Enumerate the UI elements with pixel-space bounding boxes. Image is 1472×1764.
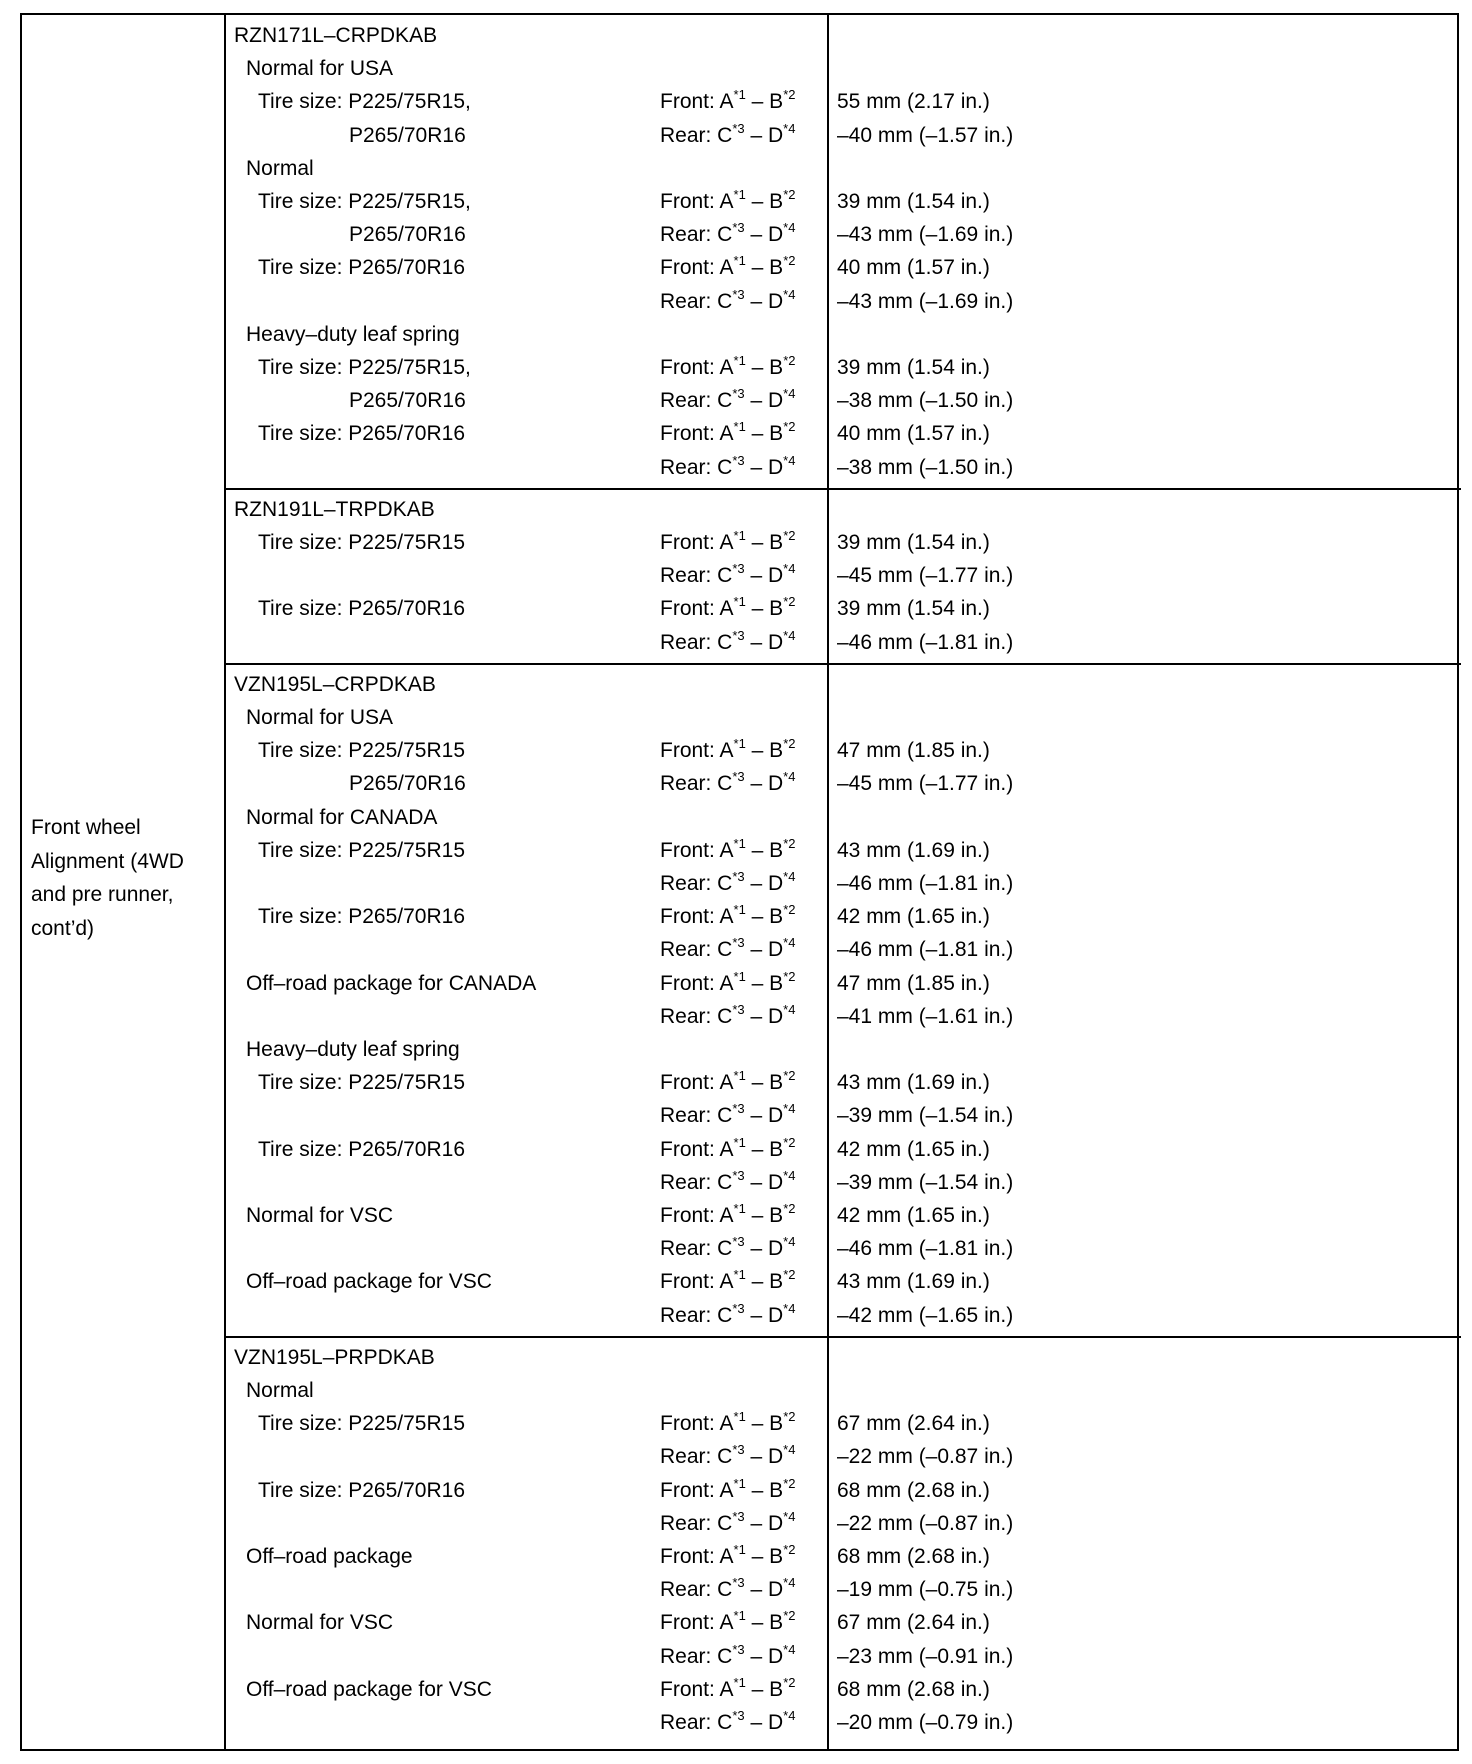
front-measure-label: Front: $A^{*1} - B^{*2}$ (660, 1134, 796, 1161)
spec-line (0, 286, 1472, 319)
spec-value: 68 mm (2.68 in.) (837, 1478, 990, 1502)
spec-value: –43 mm (–1.69 in.) (837, 289, 1014, 313)
spec-line (0, 385, 1472, 418)
rear-measure-label: Rear: $C^{*3} - D^{*4}$ (660, 1234, 796, 1261)
model-code: VZN195L–CRPDKAB (234, 672, 436, 696)
spec-line (0, 627, 1472, 660)
rear-measure-label: Rear: $C^{*3} - D^{*4}$ (660, 1300, 796, 1327)
tire-size-label: P265/70R16 (349, 223, 466, 247)
spec-line (0, 968, 1472, 1001)
rear-measure-label: Rear: $C^{*3} - D^{*4}$ (660, 1641, 796, 1668)
spec-line (0, 352, 1472, 385)
spec-line (0, 1300, 1472, 1333)
tire-size-label: Tire size: P225/75R15, (258, 190, 471, 213)
rear-measure-label: Rear: $C^{*3} - D^{*4}$ (660, 561, 796, 588)
tire-size-label: Tire size: P225/75R15, (258, 356, 471, 379)
condition-label: Off–road package for VSC (246, 1270, 492, 1294)
spec-line (0, 593, 1472, 626)
spec-line (0, 560, 1472, 593)
condition-label: Normal for VSC (246, 1204, 394, 1227)
tire-size-label: Tire size: P225/75R15, (258, 90, 471, 114)
spec-value: –40 mm (–1.57 in.) (837, 123, 1014, 147)
spec-line (0, 669, 1472, 702)
condition-label: Normal (246, 1379, 314, 1402)
rear-measure-label: Rear: $C^{*3} - D^{*4}$ (660, 1508, 796, 1535)
spec-line (0, 1233, 1472, 1266)
spec-value: –22 mm (–0.87 in.) (837, 1511, 1014, 1535)
spec-value: –39 mm (–1.54 in.) (837, 1170, 1014, 1194)
spec-line (0, 153, 1472, 186)
front-measure-label: Front: $A^{*1} - B^{*2}$ (660, 1608, 796, 1635)
section-divider (226, 1336, 1461, 1338)
spec-line (0, 1707, 1472, 1740)
rear-measure-label: Rear: $C^{*3} - D^{*4}$ (660, 935, 796, 962)
front-measure-label: Front: $A^{*1} - B^{*2}$ (660, 1267, 796, 1294)
condition-label: Normal for USA (246, 706, 394, 729)
spec-value: –43 mm (–1.69 in.) (837, 223, 1014, 247)
spec-line (0, 120, 1472, 153)
spec-line (0, 868, 1472, 901)
rear-measure-label: Rear: $C^{*3} - D^{*4}$ (660, 452, 796, 479)
spec-line (0, 1375, 1472, 1408)
spec-line (0, 901, 1472, 934)
spec-value: 47 mm (1.85 in.) (837, 739, 990, 763)
rear-measure-label: Rear: $C^{*3} - D^{*4}$ (660, 1708, 796, 1734)
spec-line (0, 1134, 1472, 1167)
spec-line (0, 418, 1472, 451)
spec-line (0, 20, 1472, 53)
spec-value: 43 mm (1.69 in.) (837, 838, 990, 862)
spec-value: 40 mm (1.57 in.) (837, 256, 990, 280)
spec-value: 40 mm (1.57 in.) (837, 422, 990, 446)
spec-line (0, 1342, 1472, 1375)
spec-value: –46 mm (–1.81 in.) (837, 872, 1014, 895)
front-measure-label: Front: $A^{*1} - B^{*2}$ (660, 1068, 796, 1095)
spec-value: 42 mm (1.65 in.) (837, 1204, 990, 1227)
spec-line (0, 219, 1472, 252)
spec-value: 67 mm (2.64 in.) (837, 1412, 990, 1436)
spec-value: –46 mm (–1.81 in.) (837, 1237, 1014, 1261)
model-code: VZN195L–PRPDKAB (234, 1345, 435, 1369)
tire-size-label: P265/70R16 (349, 389, 466, 413)
rear-measure-label: Rear: $C^{*3} - D^{*4}$ (660, 1575, 796, 1602)
spec-line (0, 802, 1472, 835)
condition-label: Off–road package (246, 1545, 413, 1568)
spec-value: –45 mm (–1.77 in.) (837, 772, 1014, 796)
spec-line (0, 1200, 1472, 1233)
condition-label: Normal for CANADA (246, 805, 438, 829)
spec-value: –42 mm (–1.65 in.) (837, 1303, 1014, 1327)
spec-line (0, 1541, 1472, 1574)
tire-size-label: Tire size: P265/70R16 (258, 1478, 465, 1502)
spec-line (0, 1674, 1472, 1707)
tire-size-label: Tire size: P225/75R15 (258, 739, 465, 763)
front-measure-label: Front: $A^{*1} - B^{*2}$ (660, 1542, 796, 1568)
condition-label: Normal (246, 156, 314, 180)
rear-measure-label: Rear: $C^{*3} - D^{*4}$ (660, 869, 796, 895)
condition-label: Heavy–duty leaf spring (246, 322, 460, 346)
spec-line (0, 1508, 1472, 1541)
front-measure-label: Front: $A^{*1} - B^{*2}$ (660, 835, 796, 862)
spec-value: 39 mm (1.54 in.) (837, 597, 990, 621)
spec-value: –19 mm (–0.75 in.) (837, 1578, 1014, 1602)
spec-line (0, 1001, 1472, 1034)
front-measure-label: Front: $A^{*1} - B^{*2}$ (660, 528, 796, 554)
spec-value: –41 mm (–1.61 in.) (837, 1004, 1014, 1028)
spec-line (0, 835, 1472, 868)
spec-value: 39 mm (1.54 in.) (837, 531, 990, 554)
model-code: RZN191L–TRPDKAB (234, 497, 435, 521)
spec-line (0, 1475, 1472, 1508)
tire-size-label: P265/70R16 (349, 123, 466, 147)
spec-line (0, 1408, 1472, 1441)
spec-line (0, 1441, 1472, 1474)
front-measure-label: Front: $A^{*1} - B^{*2}$ (660, 594, 796, 621)
front-measure-label: Front: $A^{*1} - B^{*2}$ (660, 736, 796, 763)
spec-line (0, 186, 1472, 219)
spec-line (0, 53, 1472, 86)
spec-value: –46 mm (–1.81 in.) (837, 938, 1014, 962)
front-measure-label: Front: $A^{*1} - B^{*2}$ (660, 353, 796, 379)
spec-line (0, 1641, 1472, 1674)
spec-line (0, 86, 1472, 119)
spec-line (0, 494, 1472, 527)
tire-size-label: Tire size: P225/75R15 (258, 1071, 465, 1095)
section-divider (226, 663, 1461, 665)
rear-measure-label: Rear: $C^{*3} - D^{*4}$ (660, 286, 796, 313)
tire-size-label: Tire size: P225/75R15 (258, 838, 465, 862)
row-label: Front wheel Alignment (4WD and pre runner, cont’d) (31, 816, 184, 940)
tire-size-label: Tire size: P265/70R16 (258, 905, 465, 929)
front-measure-label: Front: $A^{*1} - B^{*2}$ (660, 902, 796, 929)
model-code: RZN171L–CRPDKAB (234, 24, 438, 47)
rear-measure-label: Rear: $C^{*3} - D^{*4}$ (660, 627, 796, 654)
spec-value: –39 mm (–1.54 in.) (837, 1104, 1014, 1128)
spec-value: 55 mm (2.17 in.) (837, 90, 990, 114)
rear-measure-label: Rear: $C^{*3} - D^{*4}$ (660, 1001, 796, 1028)
spec-line (0, 252, 1472, 285)
spec-value: 39 mm (1.54 in.) (837, 356, 990, 379)
spec-value: –38 mm (–1.50 in.) (837, 389, 1014, 413)
spec-line (0, 1100, 1472, 1133)
rear-measure-label: Rear: $C^{*3} - D^{*4}$ (660, 120, 796, 147)
tire-size-label: Tire size: P225/75R15 (258, 1412, 465, 1436)
condition-label: Normal for USA (246, 57, 394, 81)
spec-line (0, 1067, 1472, 1100)
spec-value: –22 mm (–0.87 in.) (837, 1445, 1014, 1469)
tire-size-label: P265/70R16 (349, 772, 466, 796)
spec-value: –45 mm (–1.77 in.) (837, 564, 1014, 588)
spec-value: –46 mm (–1.81 in.) (837, 630, 1014, 654)
spec-line (0, 768, 1472, 801)
spec-value: 68 mm (2.68 in.) (837, 1545, 990, 1568)
condition-label: Heavy–duty leaf spring (246, 1038, 460, 1061)
spec-line (0, 934, 1472, 967)
rear-measure-label: Rear: $C^{*3} - D^{*4}$ (660, 386, 796, 413)
front-measure-label: Front: $A^{*1} - B^{*2}$ (660, 1201, 796, 1227)
tire-size-label: Tire size: P265/70R16 (258, 597, 465, 621)
rear-measure-label: Rear: $C^{*3} - D^{*4}$ (660, 1101, 796, 1128)
spec-line (0, 735, 1472, 768)
spec-value: 42 mm (1.65 in.) (837, 1137, 990, 1161)
front-measure-label: Front: $A^{*1} - B^{*2}$ (660, 187, 796, 213)
front-measure-label: Front: $A^{*1} - B^{*2}$ (660, 1674, 796, 1701)
tire-size-label: Tire size: P265/70R16 (258, 1137, 465, 1161)
spec-value: 39 mm (1.54 in.) (837, 190, 990, 213)
spec-line (0, 1266, 1472, 1299)
condition-label: Off–road package for CANADA (246, 971, 537, 995)
front-measure-label: Front: $A^{*1} - B^{*2}$ (660, 1409, 796, 1436)
tire-size-label: Tire size: P265/70R16 (258, 422, 465, 446)
rear-measure-label: Rear: $C^{*3} - D^{*4}$ (660, 220, 796, 247)
rear-measure-label: Rear: $C^{*3} - D^{*4}$ (660, 1167, 796, 1194)
rear-measure-label: Rear: $C^{*3} - D^{*4}$ (660, 1442, 796, 1469)
spec-line (0, 1034, 1472, 1067)
tire-size-label: Tire size: P265/70R16 (258, 256, 465, 280)
spec-line (0, 452, 1472, 485)
spec-value: 68 mm (2.68 in.) (837, 1677, 990, 1701)
spec-line (0, 1574, 1472, 1607)
tire-size-label: Tire size: P225/75R15 (258, 531, 465, 554)
front-measure-label: Front: $A^{*1} - B^{*2}$ (660, 87, 796, 114)
spec-value: 43 mm (1.69 in.) (837, 1270, 990, 1294)
spec-value: 42 mm (1.65 in.) (837, 905, 990, 929)
front-measure-label: Front: $A^{*1} - B^{*2}$ (660, 419, 796, 446)
spec-line (0, 1167, 1472, 1200)
spec-line (0, 527, 1472, 560)
spec-value: 47 mm (1.85 in.) (837, 971, 990, 995)
spec-line (0, 319, 1472, 352)
spec-value: –20 mm (–0.79 in.) (837, 1711, 1014, 1734)
condition-label: Off–road package for VSC (246, 1677, 492, 1701)
spec-value: –23 mm (–0.91 in.) (837, 1644, 1014, 1668)
condition-label: Normal for VSC (246, 1611, 394, 1635)
spec-value: 43 mm (1.69 in.) (837, 1071, 990, 1095)
rear-measure-label: Rear: $C^{*3} - D^{*4}$ (660, 769, 796, 796)
section-divider (226, 488, 1461, 490)
front-measure-label: Front: $A^{*1} - B^{*2}$ (660, 253, 796, 280)
spec-value: 67 mm (2.64 in.) (837, 1611, 990, 1635)
front-measure-label: Front: $A^{*1} - B^{*2}$ (660, 968, 796, 995)
spec-line (0, 1607, 1472, 1640)
spec-value: –38 mm (–1.50 in.) (837, 455, 1014, 479)
spec-line (0, 702, 1472, 735)
front-measure-label: Front: $A^{*1} - B^{*2}$ (660, 1475, 796, 1502)
